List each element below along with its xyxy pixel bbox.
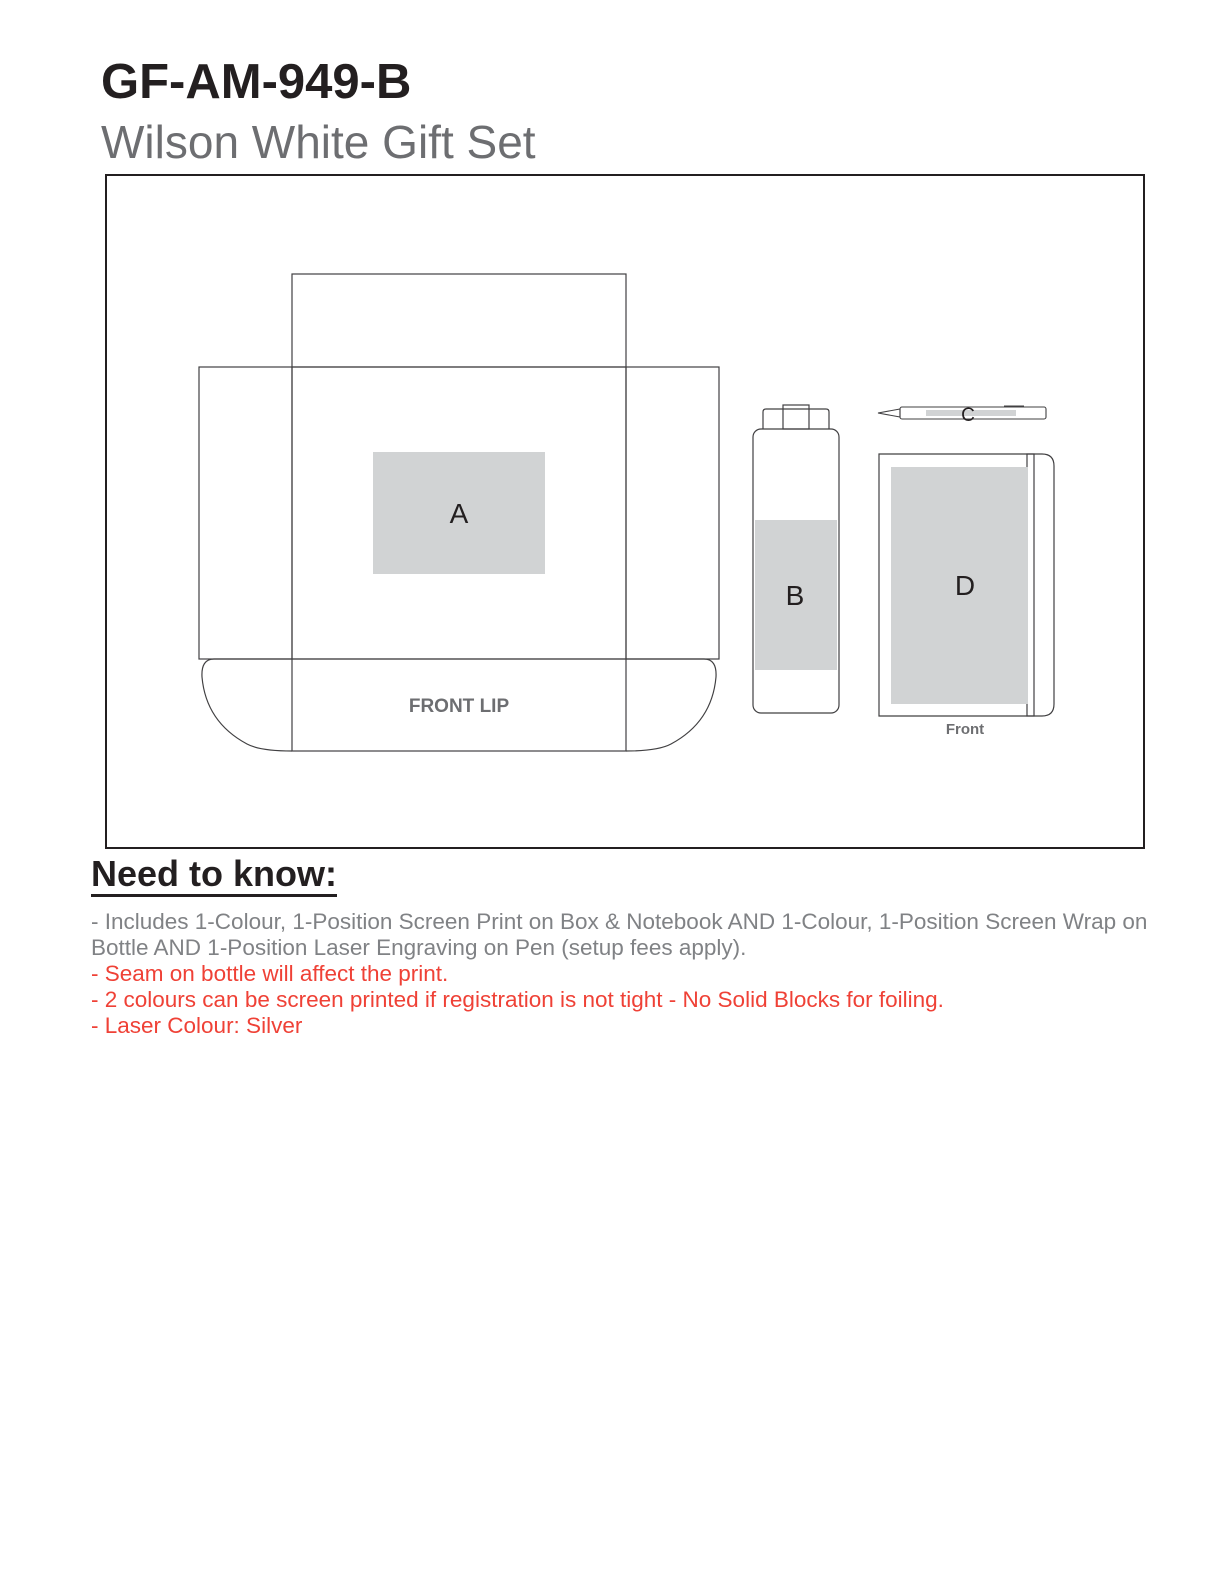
note-seam: - Seam on bottle will affect the print.	[91, 961, 449, 986]
pen-tip	[878, 409, 900, 417]
box-lip-left-tab	[202, 659, 292, 751]
notebook-print-label: D	[954, 570, 976, 601]
box-top-flap	[292, 274, 626, 367]
bottle-print-label: B	[785, 580, 805, 611]
artwork-diagram	[2, 2, 1224, 902]
box-right-flap	[626, 367, 719, 659]
box-lip-label: FRONT LIP	[408, 696, 510, 717]
notebook-caption: Front	[945, 721, 985, 738]
box-print-label: A	[449, 498, 469, 529]
box-lip-right-tab	[626, 659, 716, 751]
need-to-know-notes	[91, 909, 1151, 1039]
bottle-neck	[763, 409, 829, 429]
pen-print-label: C	[961, 405, 975, 426]
product-name: Wilson White Gift Set	[101, 116, 536, 168]
box-left-flap	[199, 367, 292, 659]
note-colours: - 2 colours can be screen printed if registration is not tight - No Solid Blocks for foiling.	[91, 987, 944, 1012]
notebook-elastic-band	[1027, 454, 1034, 716]
need-to-know-heading: Need to know:	[91, 856, 337, 897]
note-includes: - Includes 1-Colour, 1-Position Screen Print on Box & Notebook AND 1-Colour, 1-Position Screen Wrap on Bottle AND 1-Position Laser Engraving on Pen (setup fees apply).	[91, 909, 1148, 960]
product-code: GF-AM-949-B	[101, 55, 412, 109]
artwork-frame	[105, 174, 1145, 849]
note-laser-colour: - Laser Colour: Silver	[91, 1013, 303, 1038]
